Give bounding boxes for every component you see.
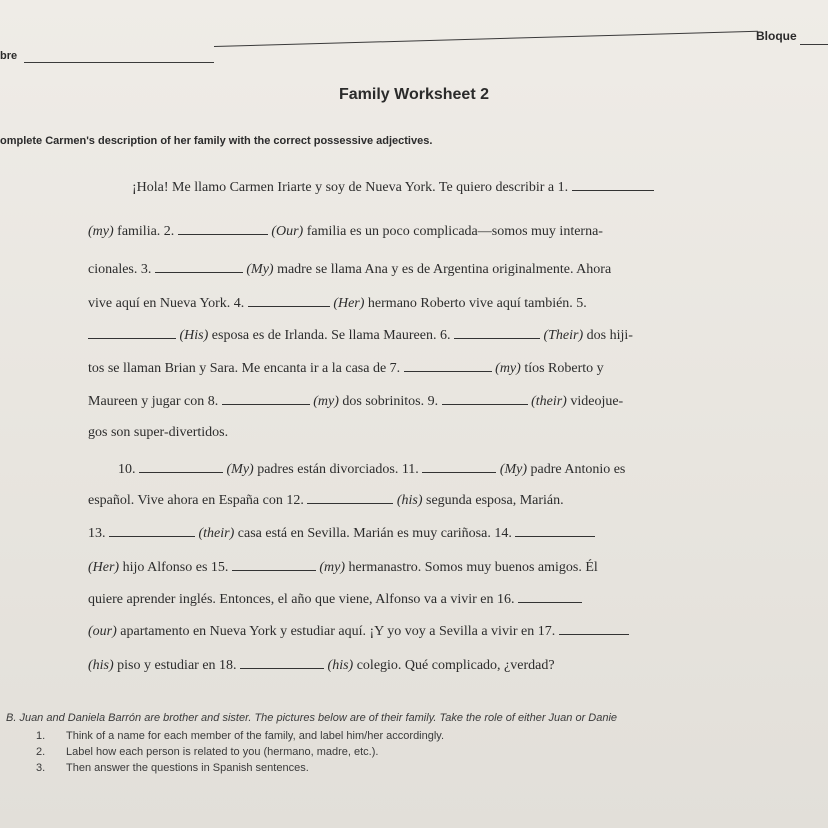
passage-text: hermanastro. Somos muy buenos amigos. Él — [348, 560, 598, 575]
passage-text: hijo Alfonso es 15. — [122, 560, 229, 575]
answer-blank-16[interactable] — [518, 590, 582, 603]
passage-line-11 — [88, 524, 595, 542]
passage-text: casa está en Sevilla. Marián es muy cariñosa. 14. — [237, 526, 512, 541]
step-number: 3. — [36, 762, 46, 774]
worksheet-title: Family Worksheet 2 — [339, 86, 489, 103]
part-b-step — [36, 746, 378, 758]
passage-text: vive aquí en Nueva York. 4. — [88, 296, 245, 311]
passage-text: tíos Roberto y — [524, 361, 604, 376]
answer-blank-11[interactable] — [422, 460, 496, 473]
passage-text: 10. — [118, 462, 136, 477]
cue-word: (his) — [396, 493, 423, 508]
part-b-step — [36, 730, 444, 742]
part-b-step — [36, 762, 309, 774]
passage-line-10 — [88, 491, 564, 509]
cue-word: (Our) — [271, 224, 304, 239]
cue-word: (their) — [198, 526, 235, 541]
cue-word: (Their) — [543, 328, 584, 343]
cue-word: (My) — [499, 462, 528, 477]
answer-blank-4[interactable] — [248, 294, 330, 307]
answer-blank-3[interactable] — [155, 260, 243, 273]
step-number: 2. — [36, 746, 46, 758]
passage-text: madre se llama Ana y es de Argentina originalmente. Ahora — [277, 262, 612, 277]
passage-text: hermano Roberto vive aquí también. 5. — [367, 296, 587, 311]
answer-blank-2[interactable] — [178, 222, 268, 235]
passage-line-6 — [88, 359, 604, 377]
cue-word: (My) — [226, 462, 254, 477]
passage-line-5 — [88, 326, 633, 344]
passage-line-3 — [88, 260, 611, 278]
passage-text: Maureen y jugar con 8. — [88, 394, 219, 409]
cue-word: (Her) — [333, 296, 365, 311]
passage-line-12 — [88, 558, 598, 576]
answer-blank-13[interactable] — [109, 524, 195, 537]
passage-text: piso y estudiar en 18. — [117, 658, 237, 673]
passage-text: español. Vive ahora en España con 12. — [88, 493, 304, 508]
passage-text: gos son super-divertidos. — [88, 425, 229, 440]
cue-word: (my) — [88, 224, 114, 239]
passage-text: cionales. 3. — [88, 262, 152, 277]
answer-blank-12[interactable] — [307, 491, 393, 504]
bloque-label: Bloque — [756, 29, 797, 43]
cue-word: (My) — [246, 262, 274, 277]
cue-word: (my) — [495, 361, 521, 376]
passage-text: 13. — [88, 526, 106, 541]
passage-text: padre Antonio es — [530, 462, 626, 477]
name-label: bre — [0, 50, 18, 62]
passage-line-7 — [88, 392, 623, 410]
passage-text: segunda esposa, Marián. — [426, 493, 564, 508]
bloque-line — [800, 44, 828, 45]
passage-text: dos sobrinitos. 9. — [342, 394, 439, 409]
answer-blank-1[interactable] — [572, 178, 654, 191]
passage-text: dos hiji- — [586, 328, 633, 343]
cue-word: (his) — [88, 658, 114, 673]
answer-blank-5[interactable] — [88, 326, 176, 339]
answer-blank-10[interactable] — [139, 460, 223, 473]
cue-word: (our) — [88, 624, 117, 639]
passage-line-14 — [88, 622, 629, 640]
step-number: 1. — [36, 730, 46, 742]
passage-text: tos se llaman Brian y Sara. Me encanta ir a la casa de 7. — [88, 361, 401, 376]
step-text: Label how each person is related to you (hermano, madre, etc.). — [66, 746, 379, 758]
cue-word: (his) — [327, 658, 354, 673]
instruction-text: omplete Carmen's description of her family with the correct possessive adjectives. — [0, 135, 433, 147]
passage-line-1 — [132, 178, 654, 196]
name-line — [214, 31, 758, 47]
passage-text: quiere aprender inglés. Entonces, el año que viene, Alfonso va a vivir en 16. — [88, 592, 515, 607]
passage-text: familia es un poco complicada—somos muy interna- — [306, 224, 603, 239]
passage-text: videojue- — [570, 394, 624, 409]
passage-line-9 — [118, 460, 625, 478]
answer-blank-14[interactable] — [515, 524, 595, 537]
passage-text: ¡Hola! Me llamo Carmen Iriarte y soy de Nueva York. Te quiero describir a 1. — [132, 180, 569, 195]
step-text: Then answer the questions in Spanish sentences. — [66, 762, 309, 774]
passage-line-13 — [88, 590, 582, 608]
passage-text: familia. 2. — [117, 224, 175, 239]
passage-line-8 — [88, 425, 228, 441]
cue-word: (my) — [313, 394, 339, 409]
answer-blank-7[interactable] — [404, 359, 492, 372]
passage-text: apartamento en Nueva York y estudiar aquí. ¡Y yo voy a Sevilla a vivir en 17. — [120, 624, 556, 639]
answer-blank-8[interactable] — [222, 392, 310, 405]
answer-blank-18[interactable] — [240, 656, 324, 669]
passage-line-15 — [88, 656, 555, 674]
passage-line-2 — [88, 222, 603, 240]
answer-blank-6[interactable] — [454, 326, 540, 339]
answer-blank-17[interactable] — [559, 622, 629, 635]
answer-blank-9[interactable] — [442, 392, 528, 405]
passage-line-4 — [88, 294, 587, 312]
cue-word: (His) — [179, 328, 209, 343]
cue-word: (their) — [531, 394, 567, 409]
step-text: Think of a name for each member of the family, and label him/her accordingly. — [66, 730, 445, 742]
passage-text: esposa es de Irlanda. Se llama Maureen. 6. — [211, 328, 451, 343]
name-line-left — [24, 62, 214, 63]
passage-text: padres están divorciados. 11. — [257, 462, 419, 477]
cue-word: (my) — [319, 560, 346, 575]
part-b-intro: B. Juan and Daniela Barrón are brother and sister. The pictures below are of their family. Take the role of either Juan or Danie — [6, 712, 618, 724]
answer-blank-15[interactable] — [232, 558, 316, 571]
passage-text: colegio. Qué complicado, ¿verdad? — [356, 658, 555, 673]
cue-word: (Her) — [88, 560, 120, 575]
